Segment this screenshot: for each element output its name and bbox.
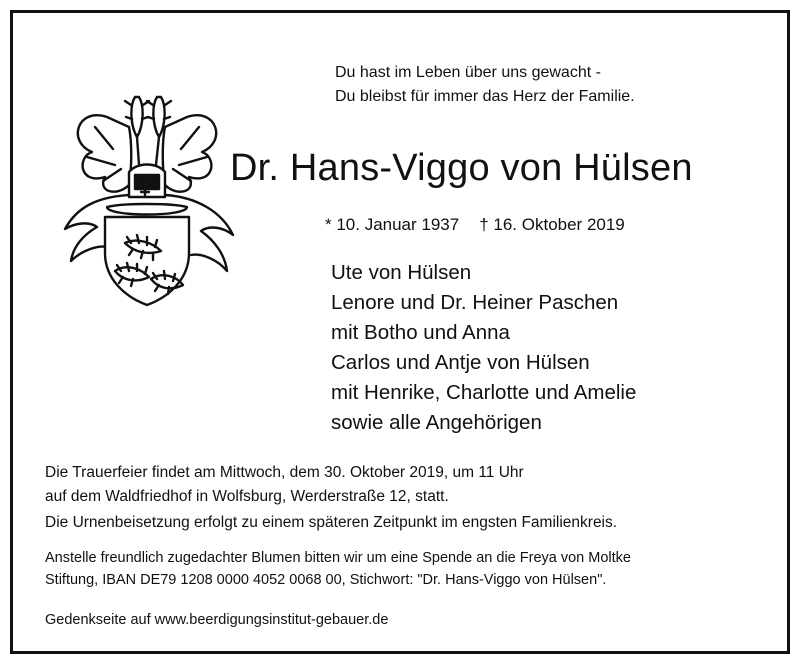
motto (335, 61, 635, 109)
obituary-notice (10, 10, 790, 654)
ceremony-info (45, 461, 524, 509)
memorial-page-line: Gedenkseite auf www.beerdigungsinstitut-gebauer.de (45, 612, 389, 628)
death-date: † 16. Oktober 2019 (479, 215, 625, 234)
motto-line: Du bleibst für immer das Herz der Familie. (335, 88, 635, 105)
mourner-line: mit Henrike, Charlotte und Amelie (331, 381, 637, 404)
mourner-line: sowie alle Angehörigen (331, 411, 542, 434)
birth-date: * 10. Januar 1937 (325, 215, 460, 234)
coat-of-arms-icon (37, 57, 257, 315)
life-dates (325, 215, 625, 235)
mourner-line: Ute von Hülsen (331, 261, 472, 284)
motto-line: Du hast im Leben über uns gewacht - (335, 64, 601, 81)
mourner-line: Lenore und Dr. Heiner Paschen (331, 291, 619, 314)
urn-line: Die Urnenbeisetzung erfolgt zu einem späteren Zeitpunkt im engsten Familienkreis. (45, 514, 618, 531)
donation-line: Anstelle freundlich zugedachter Blumen bitten wir um eine Spende an die Freya von Moltke (45, 550, 631, 566)
ceremony-line: auf dem Waldfriedhof in Wolfsburg, Werderstraße 12, statt. (45, 488, 449, 505)
urn-burial-info (45, 511, 617, 535)
mourner-line: Carlos und Antje von Hülsen (331, 351, 590, 374)
mourner-line: mit Botho und Anna (331, 321, 510, 344)
ceremony-line: Die Trauerfeier findet am Mittwoch, dem 30. Oktober 2019, um 11 Uhr (45, 464, 524, 481)
deceased-name: Dr. Hans-Viggo von Hülsen (230, 147, 693, 189)
mourners-list (331, 258, 636, 438)
memorial-page-info (45, 609, 388, 631)
donation-info (45, 547, 631, 591)
donation-line: Stiftung, IBAN DE79 1208 0000 4052 0068 00, Stichwort: "Dr. Hans-Viggo von Hülsen". (45, 572, 607, 588)
